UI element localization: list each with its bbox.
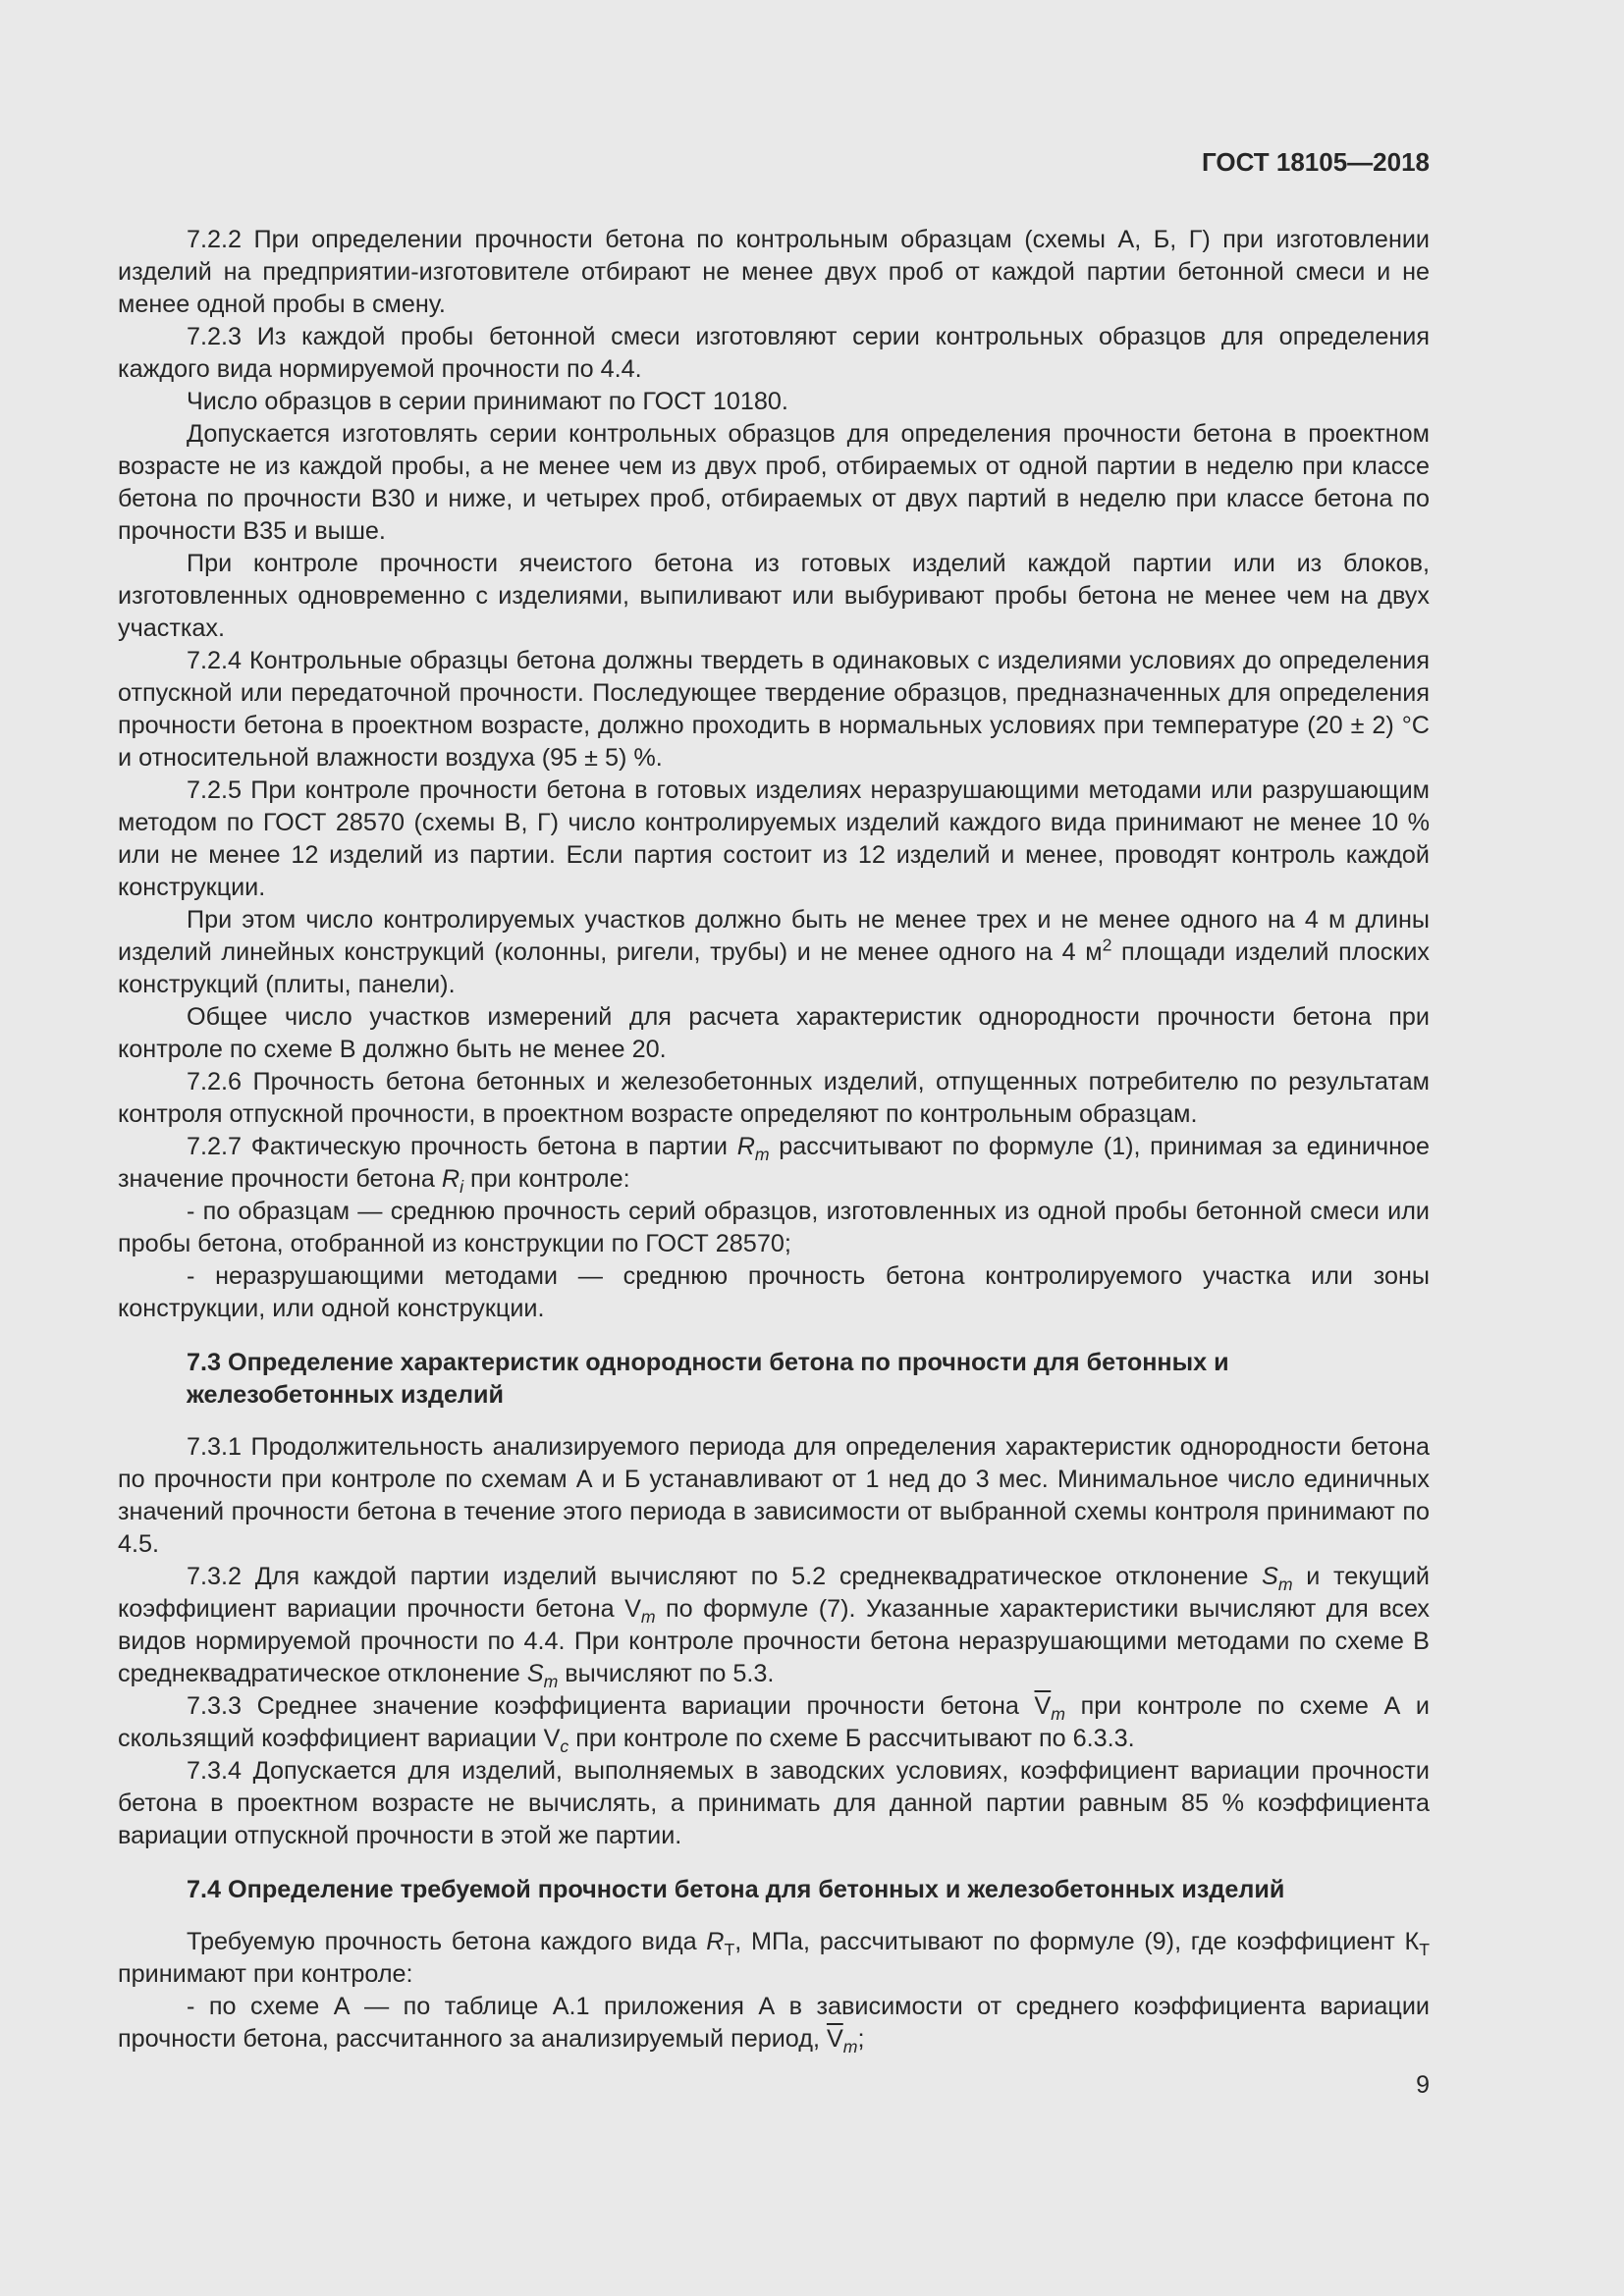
subscript: m xyxy=(754,1145,770,1165)
superscript: 2 xyxy=(1102,934,1112,955)
paragraph-7-4-intro xyxy=(118,1926,1430,1991)
text-run: при контроле по схеме Б рассчитывают по 6.3.3. xyxy=(568,1725,1135,1752)
section-heading-7-3: 7.3 Определение характеристик однородности бетона по прочности для бетонных и железобетонных изделий xyxy=(187,1349,1229,1409)
symbol-V-mean: $\overline{V}$ xyxy=(1034,1692,1052,1720)
subscript: i xyxy=(460,1177,463,1198)
paragraph-7-2-4: 7.2.4 Контрольные образцы бетона должны твердеть в одинаковых с изделиями условиях до определения отпускной или передаточной прочности. Последующее твердение образцов, предназначенных для определения прочности бетона в проектном возрасте, должно проходить в нормальных условиях при температуре (20 ± 2) °С и относительной влажности воздуха (95 ± 5) %. xyxy=(118,647,1430,772)
paragraph-7-2-7 xyxy=(118,1131,1430,1196)
list-item-nondestructive: - неразрушающими методами — среднюю прочность бетона контролируемого участка или зоны конструкции, или одной конструкции. xyxy=(118,1262,1430,1322)
section-heading-7-4: 7.4 Определение требуемой прочности бетона для бетонных и железобетонных изделий xyxy=(187,1876,1285,1903)
subscript: c xyxy=(560,1736,569,1757)
subscript: m xyxy=(640,1607,656,1628)
text-run: при контроле: xyxy=(462,1165,630,1193)
text-run: вычисляют по 5.3. xyxy=(558,1660,775,1687)
text-run: площади изделий плоских конструкций (плиты, панели). xyxy=(118,938,1430,998)
text-run: ; xyxy=(857,2025,865,2053)
subscript: m xyxy=(1277,1575,1293,1595)
document-body xyxy=(118,224,1430,2056)
paragraph-cellular-concrete: При контроле прочности ячеистого бетона из готовых изделий каждой партии или из блоков, изготовленных одновременно с изделиями, выпиливают или выбуривают пробы бетона не менее чем на двух участках. xyxy=(118,550,1430,642)
text-run: и текущий коэффициент вариации прочности бетона V xyxy=(118,1563,1430,1623)
document-code-header: ГОСТ 18105—2018 xyxy=(1202,147,1430,177)
paragraph-allowed-series: Допускается изготовлять серии контрольных образцов для определения прочности бетона в проектном возрасте не из каждой пробы, а не менее чем из двух проб, отбираемых от одной партии в неделю при классе бетона по прочности В30 и ниже, и четырех проб, отбираемых от двух партий в неделю при классе бетона по прочности В35 и выше. xyxy=(118,420,1430,545)
text-run: рассчитывают по формуле (1), принимая за единичное значение прочности бетона xyxy=(118,1133,1430,1193)
text-run: , МПа, рассчитывают по формуле (9), где коэффициент К xyxy=(734,1928,1420,1955)
list-item-scheme-a xyxy=(118,1991,1430,2056)
text-run: - по схеме А — по таблице А.1 приложения А в зависимости от среднего коэффициента вариации прочности бетона, рассчитанного за анализируемый период, xyxy=(118,1993,1430,2053)
text-run: 7.3.3 Среднее значение коэффициента вариации прочности бетона xyxy=(187,1692,1035,1720)
paragraph-sample-count: Число образцов в серии принимают по ГОСТ 10180. xyxy=(187,388,788,415)
text-run: 7.3.2 Для каждой партии изделий вычисляют по 5.2 среднеквадратическое отклонение xyxy=(187,1563,1263,1590)
text-run: при контроле по схеме А и скользящий коэффициент вариации V xyxy=(118,1692,1430,1752)
text-run: Требуемую прочность бетона каждого вида xyxy=(187,1928,707,1955)
text-run: При этом число контролируемых участков должно быть не менее трех и не менее одного на 4 м длины изделий линейных конструкций (колонны, ригели, трубы) и не менее одного на 4 м xyxy=(118,906,1430,966)
paragraph-7-3-3 xyxy=(118,1690,1430,1755)
text-run: принимают при контроле: xyxy=(118,1960,413,1988)
paragraph-7-2-6: 7.2.6 Прочность бетона бетонных и железобетонных изделий, отпущенных потребителю по результатам контроля отпускной прочности, в проектном возрасте определяют по контрольным образцам. xyxy=(118,1068,1430,1128)
paragraph-7-2-3: 7.2.3 Из каждой пробы бетонной смеси изготовляют серии контрольных образцов для определения каждого вида нормируемой прочности по 4.4. xyxy=(118,323,1430,383)
paragraph-7-2-2: 7.2.2 При определении прочности бетона по контрольным образцам (схемы А, Б, Г) при изготовлении изделий на предприятии-изготовителе отбирают не менее двух проб от каждой партии бетонной смеси и не менее одной пробы в смену. xyxy=(118,226,1430,318)
subscript: Т xyxy=(1419,1940,1430,1960)
subscript: Т xyxy=(724,1940,735,1960)
paragraph-7-2-5: 7.2.5 При контроле прочности бетона в готовых изделиях неразрушающими методами или разрушающим методом по ГОСТ 28570 (схемы В, Г) число контролируемых изделий каждого вида принимают не менее 10 % или не менее 12 изделий из партии. Если партия состоит из 12 изделий и менее, проводят контроль каждой конструкции. xyxy=(118,776,1430,901)
subscript: m xyxy=(543,1672,559,1692)
text-run: по формуле (7). Указанные характеристики вычисляют для всех видов нормируемой прочности по 4.4. При контроле прочности бетона неразрушающими методами по схеме В среднеквадратическое отклонение xyxy=(118,1595,1430,1687)
symbol-R: R xyxy=(736,1133,755,1160)
paragraph-7-3-2 xyxy=(118,1561,1430,1690)
symbol-S: S xyxy=(526,1660,544,1687)
paragraph-7-3-4: 7.3.4 Допускается для изделий, выполняемых в заводских условиях, коэффициент вариации прочности бетона в проектном возрасте не вычислять, а принимать для данной партии равным 85 % коэффициента вариации отпускной прочности в этой же партии. xyxy=(118,1757,1430,1849)
paragraph-controlled-sections xyxy=(118,904,1430,1001)
text-run: 7.2.7 Фактическую прочность бетона в партии xyxy=(187,1133,737,1160)
symbol-S: S xyxy=(1262,1563,1278,1590)
page-number: 9 xyxy=(1416,2071,1430,2099)
subscript: m xyxy=(842,2037,858,2057)
symbol-R: R xyxy=(441,1165,460,1193)
paragraph-total-sections: Общее число участков измерений для расчета характеристик однородности прочности бетона при контроле по схеме В должно быть не менее 20. xyxy=(118,1003,1430,1063)
subscript: m xyxy=(1051,1704,1065,1725)
symbol-R: R xyxy=(706,1928,725,1955)
symbol-V-mean: $\overline{V}$ xyxy=(826,2025,843,2053)
list-item-samples: - по образцам — среднюю прочность серий образцов, изготовленных из одной пробы бетонной смеси или пробы бетона, отобранной из конструкции по ГОСТ 28570; xyxy=(118,1198,1430,1257)
paragraph-7-3-1: 7.3.1 Продолжительность анализируемого периода для определения характеристик однородности бетона по прочности при контроле по схемам А и Б устанавливают от 1 нед до 3 мес. Минимальное число единичных значений прочности бетона в течение этого периода в зависимости от выбранной схемы контроля принимают по 4.5. xyxy=(118,1433,1430,1558)
